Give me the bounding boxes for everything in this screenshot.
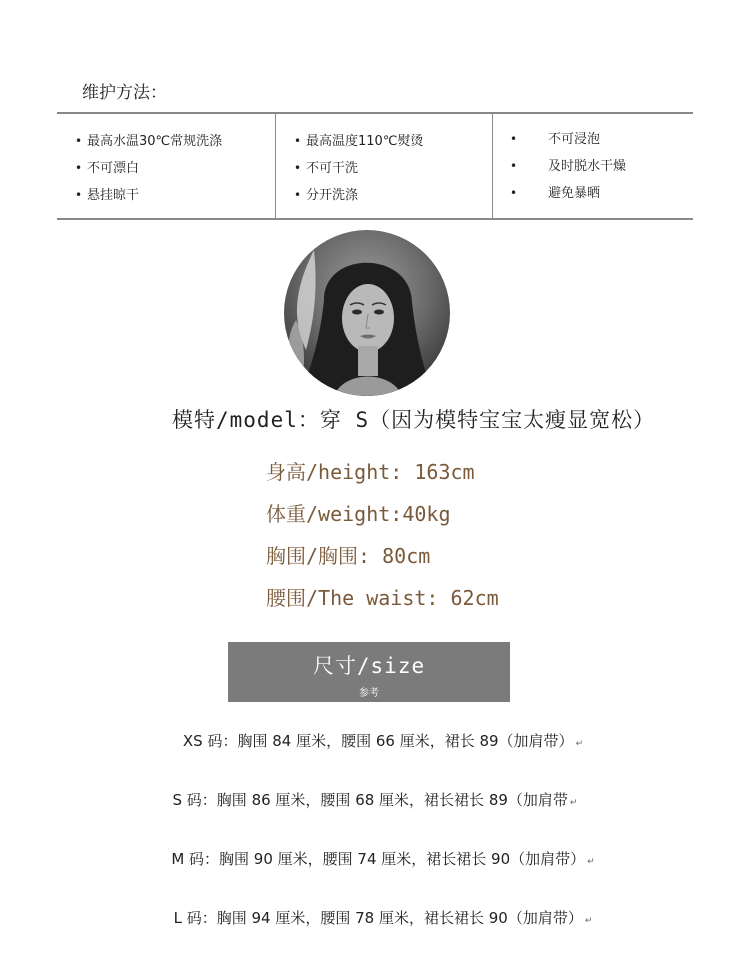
- bullet-icon: •: [75, 134, 83, 148]
- size-reference-banner: [228, 642, 510, 702]
- paragraph-mark-icon: ↵: [587, 857, 595, 867]
- bullet-icon: •: [75, 188, 83, 202]
- model-bust: 胸围/胸围: 80cm: [266, 544, 431, 568]
- care-column-2: [276, 114, 493, 218]
- size-banner-title: 尺寸/size: [312, 654, 426, 678]
- size-row-l: L 码：胸围 94 厘米，腰围 78 厘米，裙长裙长 90（加肩带） ↵: [173, 909, 593, 927]
- bullet-icon: •: [510, 186, 518, 200]
- bullet-icon: •: [294, 134, 302, 148]
- bullet-icon: •: [294, 188, 302, 202]
- care-item: • 不可漂白: [87, 155, 222, 182]
- model-weight: 体重/weight:40kg: [266, 502, 451, 526]
- size-banner-subtitle: 参考: [359, 688, 379, 699]
- care-instructions-table: [57, 112, 693, 220]
- bullet-icon: •: [510, 159, 518, 173]
- care-item: • 不可浸泡: [548, 126, 626, 153]
- care-item: • 悬挂晾干: [87, 182, 222, 209]
- size-row-xs: XS 码：胸围 84 厘米，腰围 66 厘米，裙长 89（加肩带） ↵: [182, 732, 584, 750]
- bullet-icon: •: [294, 161, 302, 175]
- paragraph-mark-icon: ↵: [575, 739, 584, 749]
- care-item: • 不可干洗: [306, 155, 423, 182]
- size-row-m: M 码：胸围 90 厘米，腰围 74 厘米，裙长裙长 90（加肩带） ↵: [171, 850, 595, 868]
- model-height: 身高/height: 163cm: [266, 460, 475, 484]
- care-column-1: [57, 114, 276, 218]
- care-item: • 最高水温30℃常规洗涤: [87, 128, 222, 155]
- care-item: • 及时脱水干燥: [548, 153, 626, 180]
- paragraph-mark-icon: ↵: [584, 916, 593, 926]
- bullet-icon: •: [510, 132, 518, 146]
- model-measurements: [266, 456, 499, 624]
- model-portrait-illustration: [284, 230, 450, 396]
- care-item: • 避免暴晒: [548, 180, 626, 207]
- care-instructions-title: 维护方法：: [82, 83, 167, 103]
- bullet-icon: •: [75, 161, 83, 175]
- care-column-3: [493, 114, 693, 218]
- model-size-note: 模特/model：穿 S（因为模特宝宝太瘦显宽松）: [172, 408, 656, 432]
- model-portrait-photo: [284, 230, 450, 396]
- size-row-s: S 码：胸围 86 厘米，腰围 68 厘米，裙长裙长 89（加肩带 ↵: [172, 791, 578, 809]
- care-item: • 最高温度110℃熨烫: [306, 128, 423, 155]
- care-item: • 分开洗涤: [306, 182, 423, 209]
- model-waist: 腰围/The waist: 62cm: [266, 586, 499, 610]
- paragraph-mark-icon: ↵: [569, 798, 578, 808]
